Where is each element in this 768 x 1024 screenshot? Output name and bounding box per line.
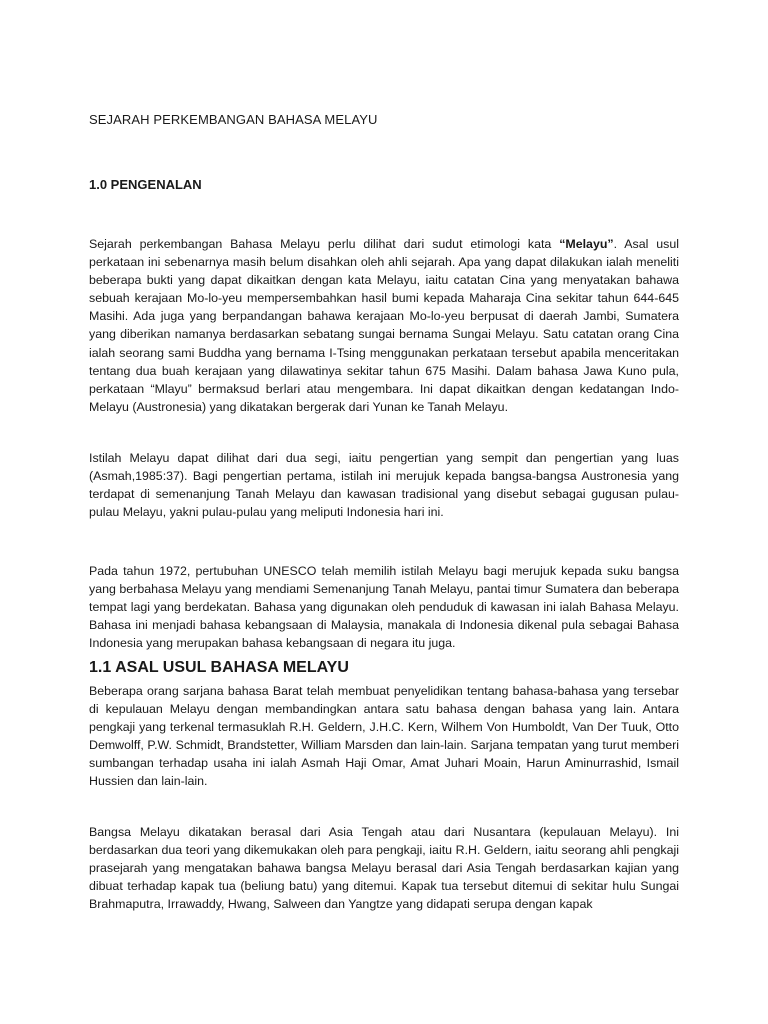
paragraph-etimologi <box>89 235 679 416</box>
paragraph-sarjana: Beberapa orang sarjana bahasa Barat telah membuat penyelidikan tentang bahasa-bahasa yang tersebar di kepulauan Melayu dengan membandingkan antara satu bahasa dengan bahasa yang lain. Antara pengkaji yang terkenal termasuklah R.H. Geldern, J.H.C. Kern, Wilhem Von Humboldt, Van Der Tuuk, Otto Demwolff, P.W. Schmidt, Brandstetter, William Marsden dan lain-lain. Sarjana tempatan yang turut memberi sumbangan terhadap usaha ini ialah Asmah Haji Omar, Amat Juhari Moain, Harun Aminurrashid, Ismail Hussien dan lain-lain. <box>89 684 679 789</box>
section-heading-pengenalan: 1.0 PENGENALAN <box>89 177 202 192</box>
document-title: SEJARAH PERKEMBANGAN BAHASA MELAYU <box>89 112 378 127</box>
paragraph-etimologi-text-start: Sejarah perkembangan Bahasa Melayu perlu dilihat dari sudut etimologi kata <box>89 237 560 251</box>
melayu-bold-term: “Melayu” <box>559 237 614 251</box>
paragraph-etimologi-text-end: . Asal usul perkataan ini sebenarnya masih belum disahkan oleh ahli sejarah. Apa yang dapat dilakukan ialah meneliti beberapa bukti yang dapat dikaitkan dengan kata Melayu, iaitu catatan Cina yang menyatakan bahawa sebuah kerajaan Mo-lo-yeu mempersembahkan hasil bumi kepada Maharaja Cina sekitar tahun 644-645 Masihi. Ada juga yang berpandangan bahawa kerajaan Mo-lo-yeu berpusat di daerah Jambi, Sumatera yang diberikan namanya berdasarkan sebatang sungai bernama Sungai Melayu. Satu catatan orang Cina ialah seorang sami Buddha yang bernama I-Tsing menggunakan perkataan tersebut apabila menceritakan tentang dua buah kerajaan yang dilawatinya sekitar tahun 675 Masihi. Dalam bahasa Jawa Kuno pula, perkataan “Mlayu” bermaksud berlari atau mengembara. Ini dapat dikaitkan dengan kedatangan Indo-Melayu (Austronesia) yang dikatakan bergerak dari Yunan ke Tanah Melayu. <box>89 237 679 414</box>
section-heading-asal-usul: 1.1 ASAL USUL BAHASA MELAYU <box>89 659 349 676</box>
paragraph-asal-bangsa: Bangsa Melayu dikatakan berasal dari Asia Tengah atau dari Nusantara (kepulauan Melayu). Ini berdasarkan dua teori yang dikemukakan oleh para pengkaji, iaitu R.H. Geldern, iaitu seorang ahli pengkaji prasejarah yang mengatakan bahawa bangsa Melayu berasal dari Asia Tengah berdasarkan kajian yang dibuat terhadap kapak tua (beliung batu) yang ditemui. Kapak tua tersebut ditemui di sekitar hulu Sungai Brahmaputra, Irrawaddy, Hwang, Salween dan Yangtze yang didapati serupa dengan kapak <box>89 825 679 912</box>
paragraph-istilah: Istilah Melayu dapat dilihat dari dua segi, iaitu pengertian yang sempit dan pengertian yang luas (Asmah,1985:37). Bagi pengertian pertama, istilah ini merujuk kepada bangsa-bangsa Austronesia yang terdapat di semenanjung Tanah Melayu dan kawasan tradisional yang disebut sebagai gugusan pulau-pulau Melayu, yakni pulau-pulau yang meliputi Indonesia hari ini. <box>89 451 679 520</box>
paragraph-unesco: Pada tahun 1972, pertubuhan UNESCO telah memilih istilah Melayu bagi merujuk kepada suku bangsa yang berbahasa Melayu yang mendiami Semenanjung Tanah Melayu, pantai timur Sumatera dan beberapa tempat lagi yang berdekatan. Bahasa yang digunakan oleh penduduk di kawasan ini ialah Bahasa Melayu. Bahasa ini menjadi bahasa kebangsaan di Malaysia, manakala di Indonesia dikenal pula sebagai Bahasa Indonesia yang merupakan bahasa kebangsaan di negara itu juga. <box>89 564 679 651</box>
